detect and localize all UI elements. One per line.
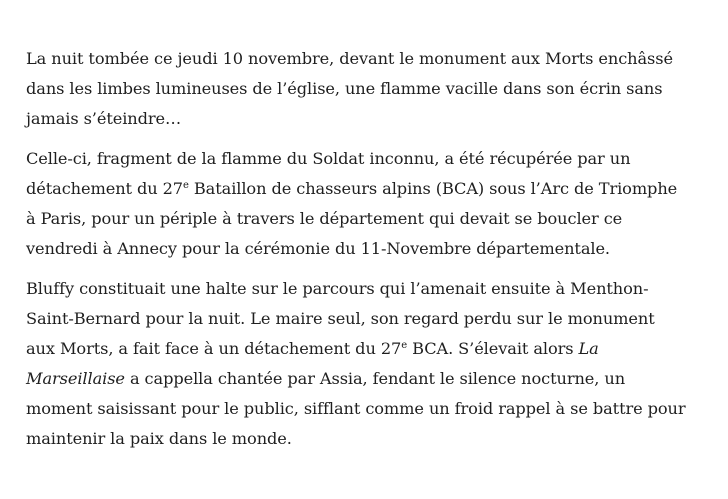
ordinal-superscript: e: [183, 180, 189, 191]
anthem-title: La Marseillaise: [26, 339, 599, 388]
paragraph-2-text-end: Bataillon de chasseurs alpins (BCA) sous l’Arc de Triomphe à Paris, pour un périple à travers le département qui devait se boucler ce vendredi à Annecy pour la cérémonie du 11-Novembre départementale.: [26, 179, 678, 258]
paragraph-3-text-mid: BCA. S’élevait alors: [407, 339, 579, 358]
ordinal-superscript: e: [401, 340, 408, 351]
paragraph-1-text: La nuit tombée ce jeudi 10 novembre, devant le monument aux Morts enchâssé dans les limbes lumineuses de l’église, une flamme vacille dans son écrin sans jamais s’éteindre…: [26, 49, 673, 128]
paragraph-3: [26, 274, 686, 454]
paragraph-2: [26, 144, 686, 264]
paragraph-3-text-start: Bluffy constituait une halte sur le parcours qui l’amenait ensuite à Menthon-Saint-Bernard pour la nuit. Le maire seul, son regard perdu sur le monument aux Morts, a fait face à un détachement du 27: [26, 279, 655, 358]
paragraph-1: [26, 44, 686, 134]
article-body: [26, 44, 686, 464]
paragraph-3-text-end: a cappella chantée par Assia, fendant le silence nocturne, un moment saisissant pour le public, sifflant comme un froid rappel à se battre pour maintenir la paix dans le monde.: [26, 369, 686, 448]
paragraph-2-text-start: Celle-ci, fragment de la flamme du Soldat inconnu, a été récupérée par un détachement du 27: [26, 149, 631, 198]
